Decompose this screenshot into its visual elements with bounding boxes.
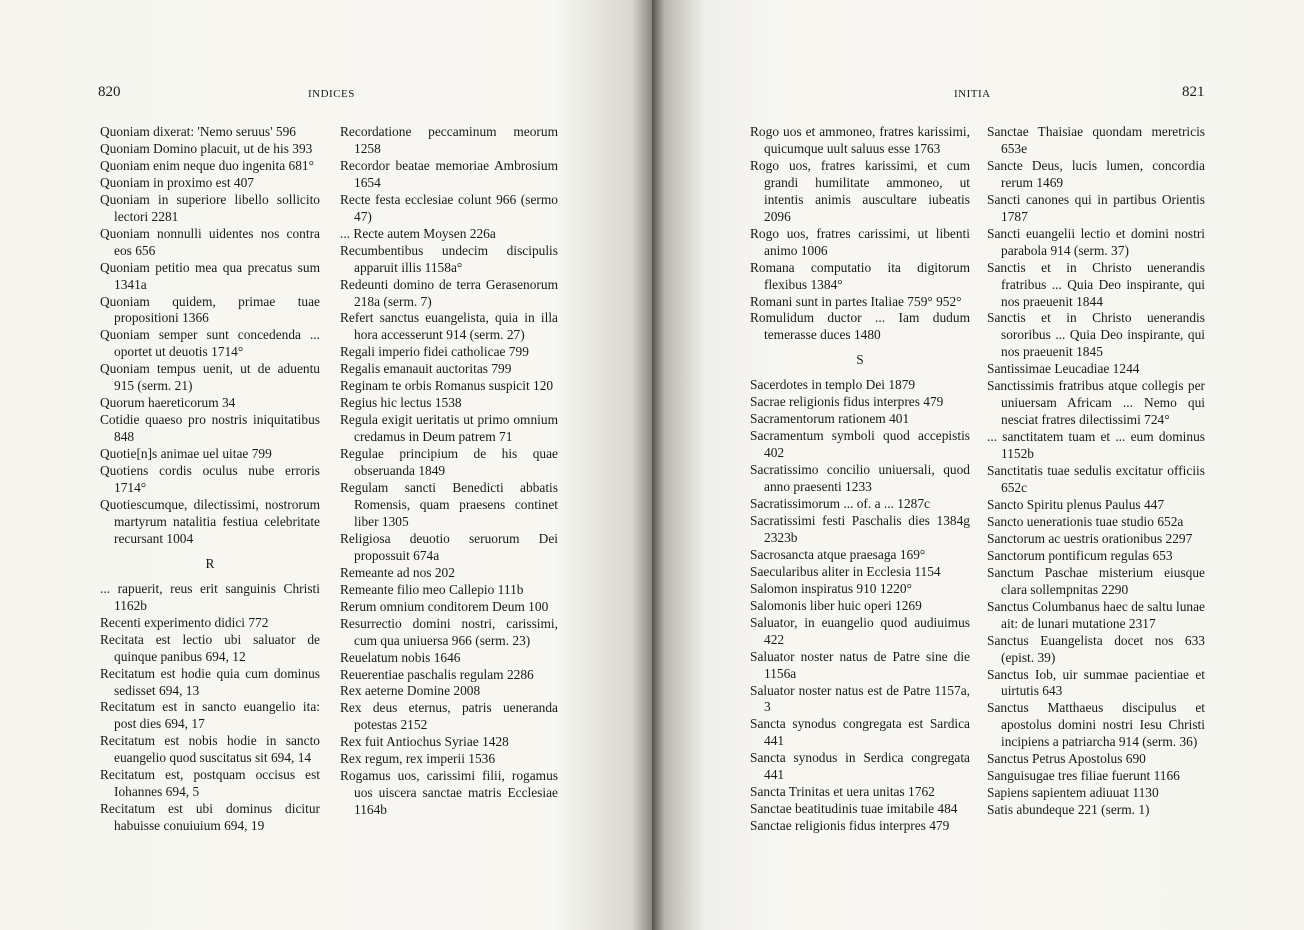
index-entry: Redeunti domino de terra Gerasenorum 218a (serm. 7) bbox=[340, 276, 558, 309]
index-entry: Saluator, in euangelio quod audiuimus 422 bbox=[750, 614, 970, 647]
index-entry: Resurrectio domini nostri, carissimi, cum qua uniuersa 966 (serm. 23) bbox=[340, 615, 558, 648]
index-entry: Recitata est lectio ubi saluator de quinque panibus 694, 12 bbox=[100, 631, 320, 664]
section-letter: S bbox=[856, 352, 864, 368]
right-page bbox=[652, 0, 1304, 930]
index-entry: Sanctus Columbanus haec de saltu lunae ait: de lunari mutatione 2317 bbox=[987, 598, 1205, 631]
index-entry: Recenti experimento didici 772 bbox=[100, 614, 269, 630]
index-entry: Recte festa ecclesiae colunt 966 (sermo 47) bbox=[340, 191, 558, 224]
index-entry: Reginam te orbis Romanus suspicit 120 bbox=[340, 378, 554, 394]
index-entry: Sancta synodus in Serdica congregata 441 bbox=[750, 750, 970, 783]
index-entry: Rex regum, rex imperii 1536 bbox=[340, 751, 496, 767]
index-entry: Reuerentiae paschalis regulam 2286 bbox=[340, 666, 534, 682]
index-entry: Quoniam quidem, primae tuae propositioni 1366 bbox=[100, 293, 320, 326]
index-entry: Sancto uenerationis tuae studio 652a bbox=[987, 513, 1184, 529]
index-entry: Recumbentibus undecim discipulis apparuit illis 1158a° bbox=[340, 242, 558, 275]
running-header-left: INDICES bbox=[308, 88, 355, 100]
index-entry: Sanctae religionis fidus interpres 479 bbox=[750, 818, 950, 834]
index-entry: Sacramentum symboli quod accepistis 402 bbox=[750, 428, 970, 461]
index-entry: Quoniam in superiore libello sollicito lectori 2281 bbox=[100, 191, 320, 224]
index-entry: Reuelatum nobis 1646 bbox=[340, 649, 461, 665]
index-entry: Santissimae Leucadiae 1244 bbox=[987, 361, 1140, 377]
index-entry: Satis abundeque 221 (serm. 1) bbox=[987, 802, 1150, 818]
index-entry: Rex fuit Antiochus Syriae 1428 bbox=[340, 734, 509, 750]
index-entry: Regula exigit ueritatis ut primo omnium credamus in Deum patrem 71 bbox=[340, 412, 558, 445]
index-entry: Recordor beatae memoriae Ambrosium 1654 bbox=[340, 157, 558, 190]
index-column bbox=[987, 124, 1205, 819]
index-entry: Sanctae Thaisiae quondam meretricis 653e bbox=[987, 124, 1205, 156]
index-entry: Sacerdotes in templo Dei 1879 bbox=[750, 377, 916, 393]
index-entry: Sacrosancta atque praesaga 169° bbox=[750, 546, 926, 562]
page-number-left: 820 bbox=[98, 84, 121, 100]
index-entry: Sanctus Iob, uir summae pacientiae et uirtutis 643 bbox=[987, 666, 1205, 699]
index-entry: ... Recte autem Moysen 226a bbox=[340, 225, 496, 241]
index-entry: Romani sunt in partes Italiae 759° 952° bbox=[750, 293, 962, 309]
index-column bbox=[100, 124, 320, 835]
index-entry: Romulidum ductor ... Iam dudum temerasse duces 1480 bbox=[750, 310, 970, 343]
index-entry: Rex aeterne Domine 2008 bbox=[340, 683, 481, 699]
section-letter: R bbox=[205, 555, 215, 571]
index-entry: Quoniam Domino placuit, ut de his 393 bbox=[100, 140, 313, 156]
index-entry: Quoniam semper sunt concedenda ... oportet ut deuotis 1714° bbox=[100, 327, 320, 360]
index-entry: Sanctis et in Christo uenerandis sororibus ... Quia Deo inspirante, qui nos praeuenit 1845 bbox=[987, 310, 1205, 360]
index-entry: Sanctissimis fratribus atque collegis per uniuersam Africam ... Nemo qui nesciat fratres dilectissimi 724° bbox=[987, 378, 1205, 428]
index-entry: Regalis emanauit auctoritas 799 bbox=[340, 361, 512, 377]
index-entry: Sancto Spiritu plenus Paulus 447 bbox=[987, 496, 1165, 512]
index-entry: Sanctum Paschae misterium eiusque clara sollempnitas 2290 bbox=[987, 564, 1205, 597]
index-entry: Recordatione peccaminum meorum 1258 bbox=[340, 124, 558, 156]
index-entry: Sanctitatis tuae sedulis excitatur officiis 652c bbox=[987, 463, 1205, 496]
index-entry: Sancte Deus, lucis lumen, concordia rerum 1469 bbox=[987, 157, 1205, 190]
index-entry: Quoniam enim neque duo ingenita 681° bbox=[100, 157, 314, 173]
index-entry: Sacrae religionis fidus interpres 479 bbox=[750, 394, 944, 410]
index-entry: Sanctus Euangelista docet nos 633 (epist. 39) bbox=[987, 632, 1205, 665]
index-entry: Quoniam dixerat: 'Nemo seruus' 596 bbox=[100, 124, 296, 139]
index-entry: Sapiens sapientem adiuuat 1130 bbox=[987, 785, 1159, 801]
index-entry: ... sanctitatem tuam et ... eum dominus 1152b bbox=[987, 429, 1205, 462]
index-entry: Quotie[n]s animae uel uitae 799 bbox=[100, 446, 272, 462]
index-entry: Sanguisugae tres filiae fuerunt 1166 bbox=[987, 768, 1180, 784]
index-column bbox=[340, 124, 558, 819]
index-entry: Quoniam nonnulli uidentes nos contra eos 656 bbox=[100, 225, 320, 258]
index-entry: Sancta Trinitas et uera unitas 1762 bbox=[750, 784, 935, 800]
index-entry: Sanctis et in Christo uenerandis fratribus ... Quia Deo inspirante, qui nos praeuenit 1844 bbox=[987, 259, 1205, 309]
index-entry: Recitatum est ubi dominus dicitur habuisse conuiuium 694, 19 bbox=[100, 801, 320, 834]
index-entry: Regulae principium de his quae obseruanda 1849 bbox=[340, 446, 558, 479]
index-entry: Sanctorum pontificum regulas 653 bbox=[987, 547, 1173, 563]
index-entry: Sacratissimorum ... of. a ... 1287c bbox=[750, 496, 930, 512]
index-entry: Quorum haereticorum 34 bbox=[100, 395, 236, 411]
index-entry: Romana computatio ita digitorum flexibus 1384° bbox=[750, 259, 970, 292]
index-entry: Quoniam in proximo est 407 bbox=[100, 174, 254, 190]
index-entry: Rerum omnium conditorem Deum 100 bbox=[340, 598, 549, 614]
index-entry: Saluator noster natus de Patre sine die 1156a bbox=[750, 648, 970, 681]
index-entry: Rogo uos, fratres karissimi, et cum grandi humilitate ammoneo, ut intentis animis auscultare iubeatis 2096 bbox=[750, 157, 970, 224]
index-entry: Quotiens cordis oculus nube erroris 1714° bbox=[100, 463, 320, 496]
index-entry: Rogamus uos, carissimi filii, rogamus uos uiscera sanctae matris Ecclesiae 1164b bbox=[340, 768, 558, 818]
index-entry: Recitatum est, postquam occisus est Iohannes 694, 5 bbox=[100, 767, 320, 800]
index-entry: Rogo uos et ammoneo, fratres karissimi, quicumque uult saluus esse 1763 bbox=[750, 124, 970, 156]
index-entry: Sacratissimo concilio uniuersali, quod anno praesenti 1233 bbox=[750, 462, 970, 495]
index-entry: Sancta synodus congregata est Sardica 441 bbox=[750, 716, 970, 749]
index-entry: Remeante filio meo Callepio 111b bbox=[340, 581, 524, 597]
index-entry: Sacramentorum rationem 401 bbox=[750, 411, 910, 427]
index-entry: Sancti canones qui in partibus Orientis 1787 bbox=[987, 191, 1205, 224]
index-entry: Cotidie quaeso pro nostris iniquitatibus 848 bbox=[100, 412, 320, 445]
page-number-right: 821 bbox=[1182, 84, 1205, 100]
index-entry: Sanctus Petrus Apostolus 690 bbox=[987, 751, 1146, 767]
index-entry: Sanctorum ac uestris orationibus 2297 bbox=[987, 530, 1193, 546]
index-entry: Recitatum est in sancto euangelio ita: post dies 694, 17 bbox=[100, 699, 320, 732]
index-entry: Sacratissimi festi Paschalis dies 1384g 2323b bbox=[750, 512, 970, 545]
index-entry: Religiosa deuotio seruorum Dei propossuit 674a bbox=[340, 530, 558, 563]
index-entry: Saluator noster natus est de Patre 1157a, 3 bbox=[750, 682, 970, 715]
index-entry: Refert sanctus euangelista, quia in illa hora accesserunt 914 (serm. 27) bbox=[340, 310, 558, 343]
index-entry: Quoniam tempus uenit, ut de aduentu 915 (serm. 21) bbox=[100, 361, 320, 394]
index-entry: Sanctus Matthaeus discipulus et apostolus domini nostri Iesu Christi incipiens a patriarcha 914 (serm. 36) bbox=[987, 700, 1205, 750]
index-entry: Salomon inspiratus 910 1220° bbox=[750, 580, 912, 596]
index-entry: Regali imperio fidei catholicae 799 bbox=[340, 344, 529, 360]
running-header-right: INITIA bbox=[954, 88, 991, 100]
index-column bbox=[750, 124, 970, 835]
index-entry: Remeante ad nos 202 bbox=[340, 564, 455, 580]
index-entry: Sancti euangelii lectio et domini nostri parabola 914 (serm. 37) bbox=[987, 225, 1205, 258]
index-entry: Rogo uos, fratres carissimi, ut libenti animo 1006 bbox=[750, 225, 970, 258]
index-entry: Rex deus eternus, patris ueneranda potestas 2152 bbox=[340, 700, 558, 733]
index-entry: Quoniam petitio mea qua precatus sum 1341a bbox=[100, 259, 320, 292]
index-entry: Recitatum est nobis hodie in sancto euangelio quod suscitatus sit 694, 14 bbox=[100, 733, 320, 766]
index-entry: Regius hic lectus 1538 bbox=[340, 395, 462, 411]
index-entry: Saecularibus aliter in Ecclesia 1154 bbox=[750, 563, 941, 579]
index-entry: Sanctae beatitudinis tuae imitabile 484 bbox=[750, 801, 958, 817]
index-entry: Quotiescumque, dilectissimi, nostrorum martyrum natalitia festiua celebritate recursant 1004 bbox=[100, 496, 320, 546]
index-entry: Salomonis liber huic operi 1269 bbox=[750, 597, 922, 613]
index-entry: Recitatum est hodie quia cum dominus sedisset 694, 13 bbox=[100, 665, 320, 698]
index-entry: ... rapuerit, reus erit sanguinis Christi 1162b bbox=[100, 580, 320, 613]
index-entry: Regulam sancti Benedicti abbatis Romensis, quam praesens continet liber 1305 bbox=[340, 480, 558, 529]
